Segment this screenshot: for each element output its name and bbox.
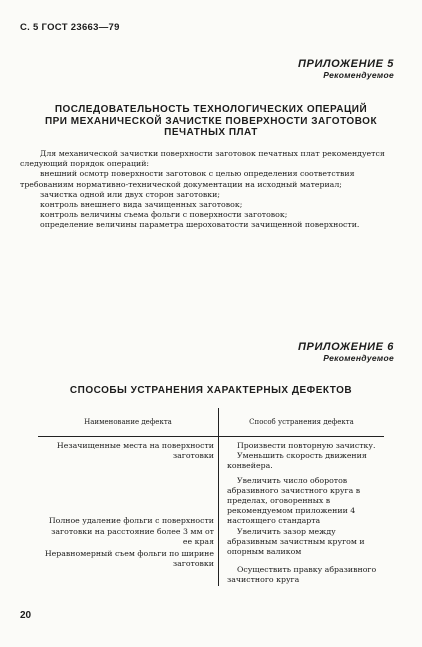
appendix-5-subtitle: Рекомендуемое: [323, 70, 394, 80]
page-number: 20: [20, 610, 32, 621]
table-row: [38, 437, 384, 586]
section-1-title: [20, 104, 402, 139]
fixes-cell: [219, 437, 385, 586]
section-2-title: СПОСОБЫ УСТРАНЕНИЯ ХАРАКТЕРНЫХ ДЕФЕКТОВ: [69, 385, 353, 396]
fix-item: Произвести повторную зачистку.: [237, 441, 376, 450]
fix-item: Увеличить число оборотов абразивного зачистного круга в пределах, оговоренных в рекомендуемом приложении 4 настоящего стандарта: [227, 475, 361, 526]
appendix-6-heading: [298, 341, 394, 363]
operation-item: зачистка одной или двух сторон заготовки;: [40, 189, 220, 199]
appendix-6-subtitle: Рекомендуемое: [323, 353, 394, 363]
operation-item: определение величины параметра шероховатости зачищенной поверхности.: [40, 220, 360, 230]
table-header-row: [38, 408, 384, 437]
operation-item: внешний осмотр поверхности заготовок с целью определения соответствия требованиям нормативно-технической документации на исходный материал;: [20, 169, 355, 189]
appendix-5-heading: [298, 58, 394, 80]
fix-item: Уменьшить скорость движения конвейера.: [227, 451, 367, 471]
section-1-title-line: ПОСЛЕДОВАТЕЛЬНОСТЬ ТЕХНОЛОГИЧЕСКИХ ОПЕРАЦИЙ: [54, 104, 368, 115]
section-1-title-line: ПРИ МЕХАНИЧЕСКОЙ ЗАЧИСТКЕ ПОВЕРХНОСТИ ЗАГОТОВОК: [44, 115, 378, 127]
defect-item: Незачищенные места на поверхности заготовки: [56, 441, 214, 461]
defects-cell: [38, 437, 219, 586]
defect-item: Неравномерный съем фольги по ширине заготовки: [44, 549, 214, 569]
column-header-fix: Способ устранения дефекта: [219, 408, 385, 437]
appendix-6-title: ПРИЛОЖЕНИЕ 6: [298, 341, 394, 353]
appendix-5-title: ПРИЛОЖЕНИЕ 5: [298, 58, 394, 70]
section-1-title-line: ПЕЧАТНЫХ ПЛАТ: [164, 127, 258, 138]
section-1-body: [20, 149, 402, 231]
operation-item: контроль внешнего вида зачищенных заготовок;: [40, 200, 243, 210]
defect-item: Полное удаление фольги с поверхности заготовки на расстояние более 3 мм от ее края: [48, 516, 214, 546]
page-header: С. 5 ГОСТ 23663—79: [20, 22, 120, 33]
intro-paragraph: Для механической зачистки поверхности заготовок печатных плат рекомендуется следующий порядок операций:: [20, 149, 385, 169]
defects-table: [38, 408, 384, 586]
operation-item: контроль величины съема фольги с поверхности заготовок;: [40, 210, 288, 220]
fix-item: Увеличить зазор между абразивным зачистным кругом и опорным валиком: [227, 526, 365, 557]
column-header-defect: Наименование дефекта: [38, 408, 219, 437]
fix-item: Осуществить правку абразивного зачистного круга: [227, 565, 377, 585]
